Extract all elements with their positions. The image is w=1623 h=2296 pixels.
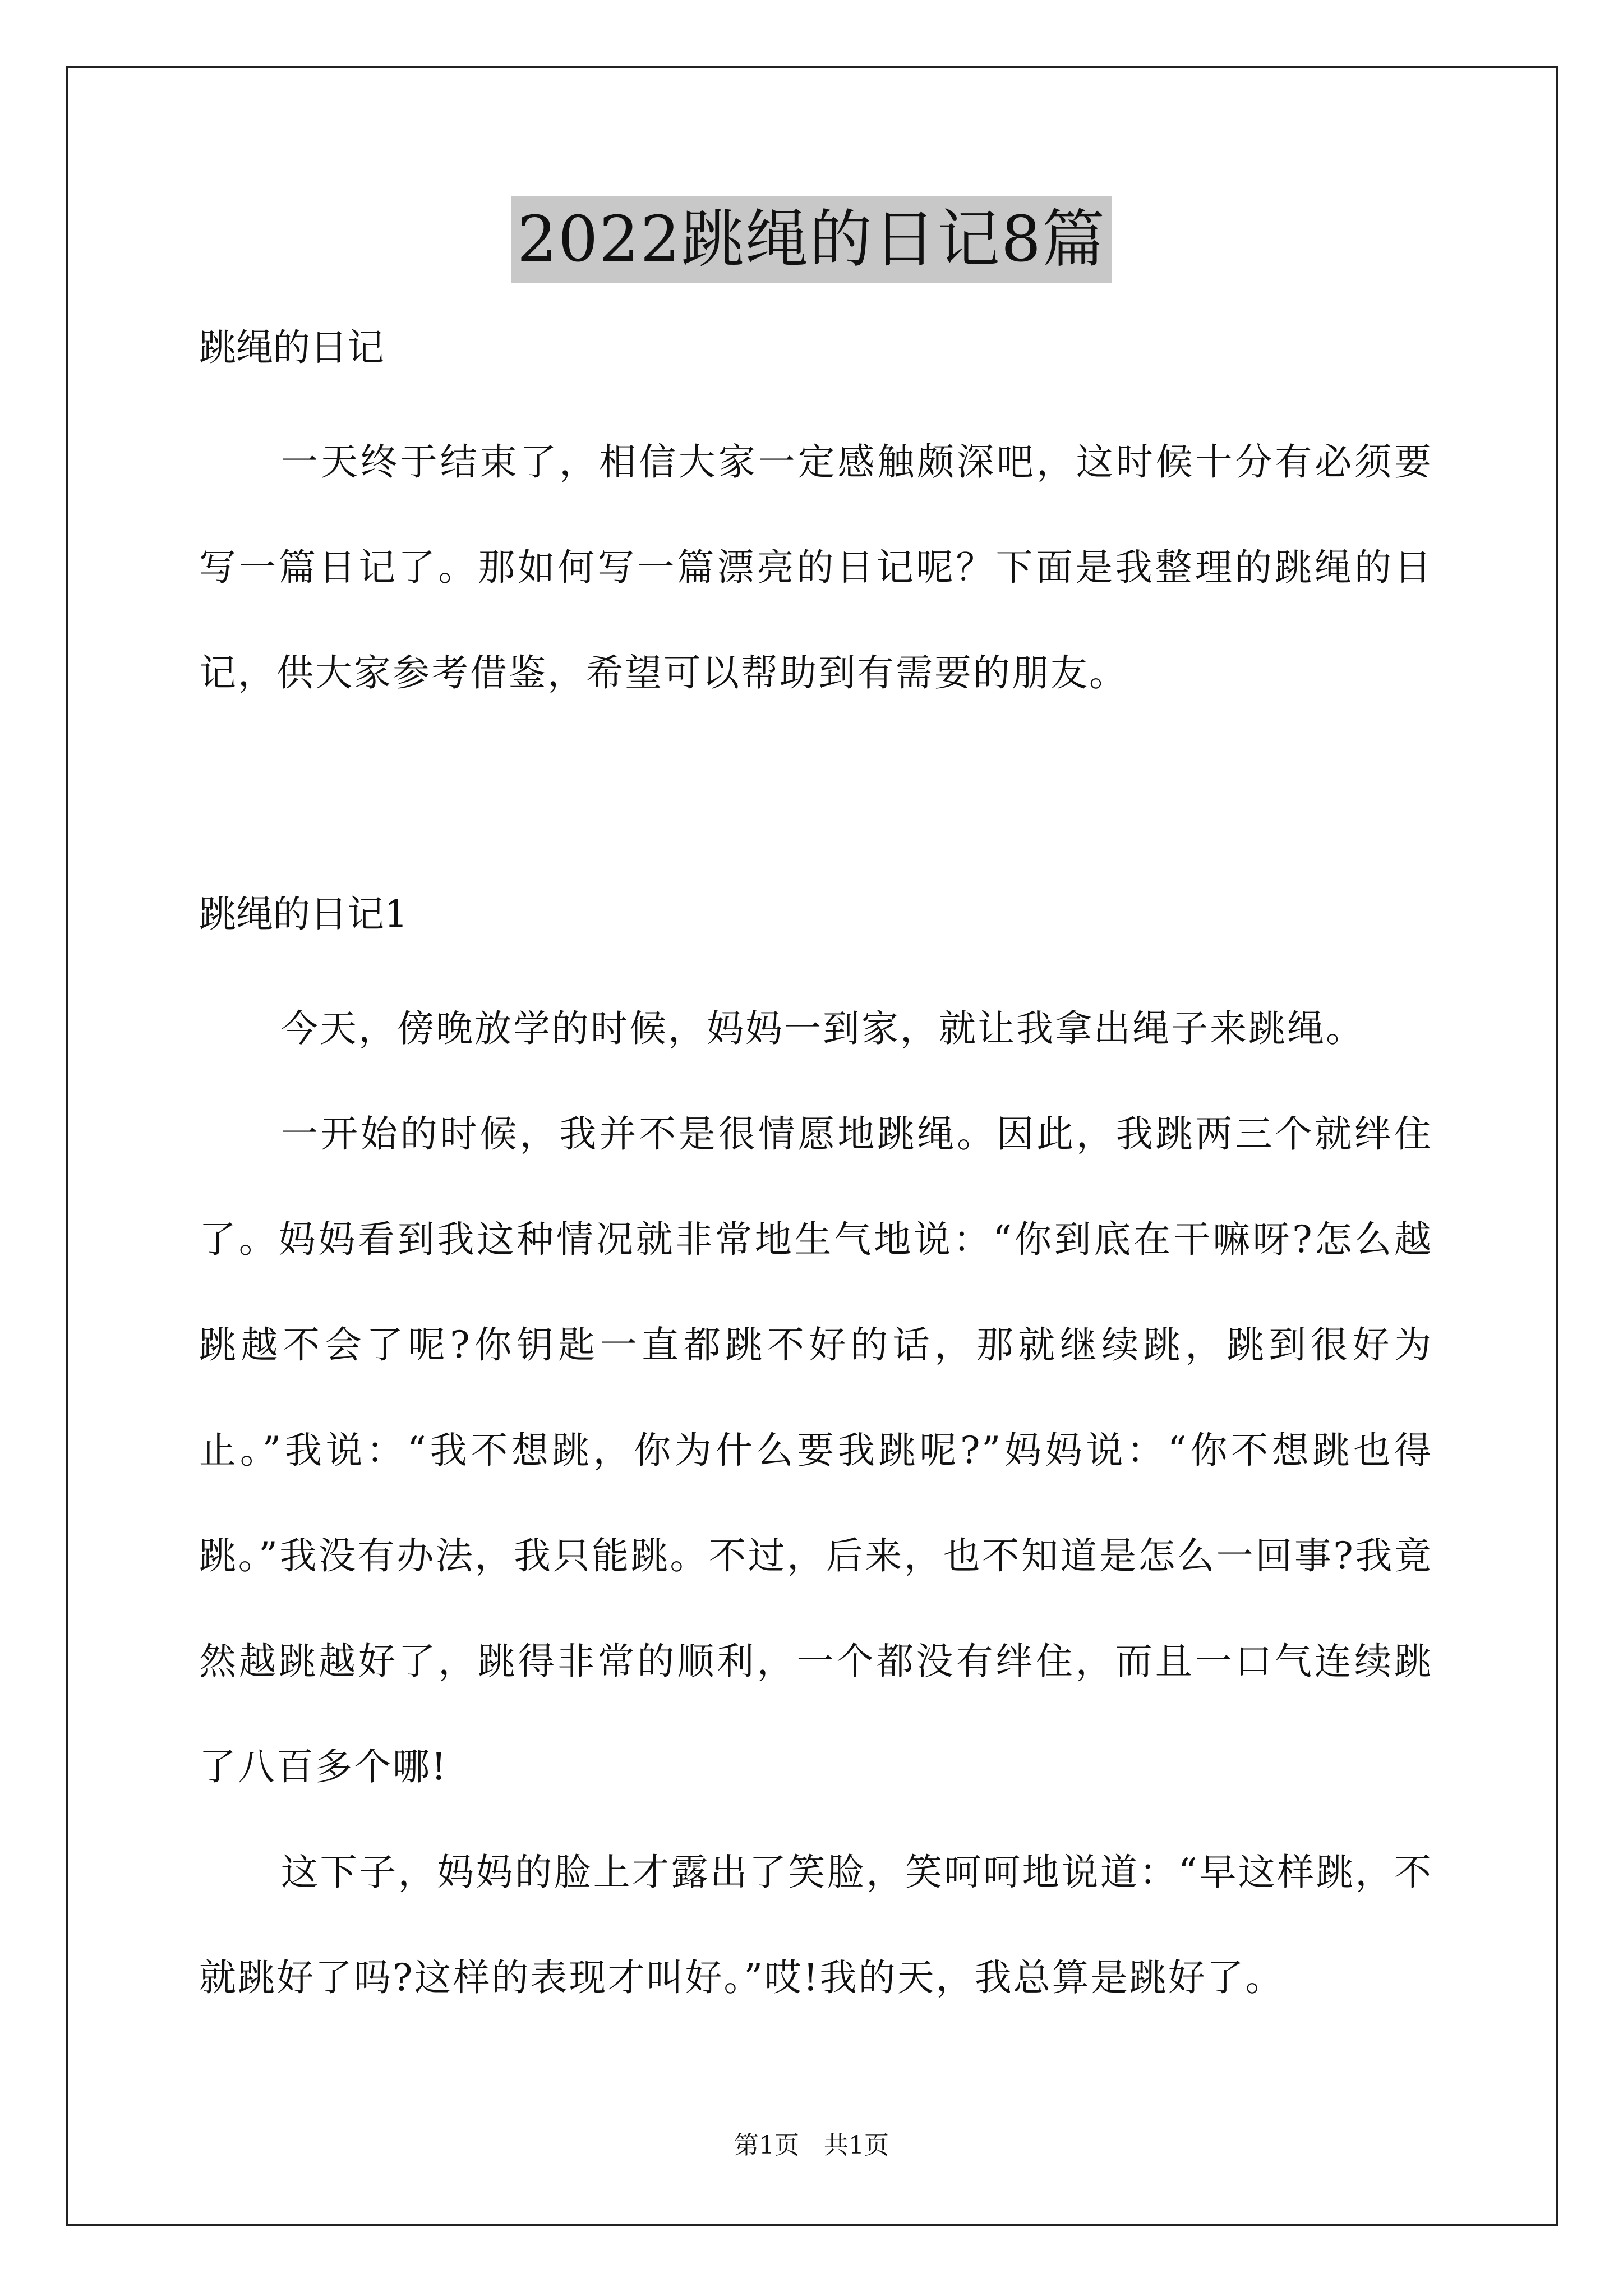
title-container — [0, 196, 1623, 283]
intro-heading: 跳绳的日记 — [199, 326, 384, 369]
page-footer: 第1页 共1页 — [734, 2131, 889, 2160]
body-paragraph-3: 这下子，妈妈的脸上才露出了笑脸，笑呵呵地说道：“早这样跳，不就跳好了吗?这样的表现才叫好。”哎!我的天，我总算是跳好了。 — [199, 1851, 1433, 1999]
body-paragraph-1: 今天，傍晚放学的时候，妈妈一到家，就让我拿出绳子来跳绳。 — [281, 1007, 1364, 1050]
intro-paragraph: 一天终于结束了，相信大家一定感触颇深吧，这时候十分有必须要写一篇日记了。那如何写一篇漂亮的日记呢？下面是我整理的跳绳的日记，供大家参考借鉴，希望可以帮助到有需要的朋友。 — [199, 440, 1433, 694]
body-paragraph-2: 一开始的时候，我并不是很情愿地跳绳。因此，我跳两三个就绊住了。妈妈看到我这种情况就非常地生气地说：“你到底在干嘛呀?怎么越跳越不会了呢?你钥匙一直都跳不好的话，那就继续跳，跳到很好为止。”我说：“我不想跳，你为什么要我跳呢?”妈妈说：“你不想跳也得跳。”我没有办法，我只能跳。不过，后来，也不知道是怎么一回事?我竟然越跳越好了，跳得非常的顺利，一个都没有绊住，而且一口气连续跳了八百多个哪! — [199, 1112, 1433, 1788]
section-heading: 跳绳的日记1 — [199, 892, 408, 936]
document-title: 2022跳绳的日记8篇 — [511, 196, 1112, 283]
